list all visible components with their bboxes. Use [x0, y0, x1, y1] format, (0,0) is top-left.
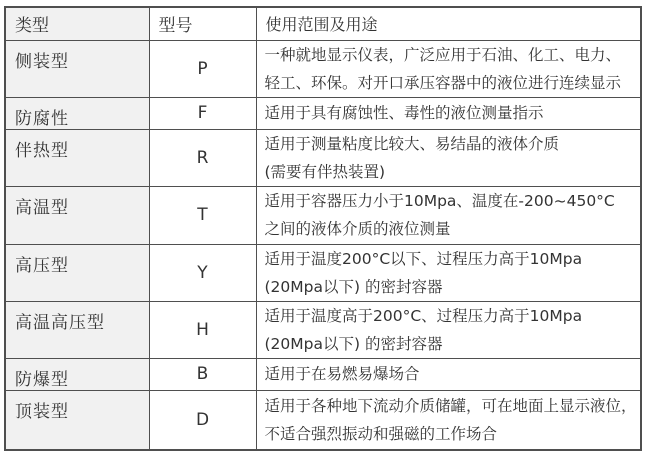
desc-line: 适用于在易燃易爆场合	[264, 365, 420, 383]
table-row	[5, 358, 641, 390]
type-cell: 顶装型	[5, 390, 149, 450]
desc-cell	[256, 390, 641, 450]
desc-line: 不适合强烈振动和强磁的工作场合	[264, 424, 498, 443]
type-cell: 高压型	[5, 244, 149, 301]
model-cell: F	[149, 97, 256, 129]
model-cell: H	[149, 301, 256, 358]
table-row	[5, 40, 641, 97]
desc-line: 适用于测量粘度比较大、易结晶的液体介质	[264, 134, 560, 153]
desc-line: 适用于容器压力小于10Mpa、温度在-200~450°C	[264, 192, 615, 210]
desc-cell	[256, 97, 641, 129]
desc-line: 一种就地显示仪表，广泛应用于石油、化工、电力、	[264, 45, 622, 64]
desc-line: 之间的液体介质的液位测量	[264, 220, 451, 238]
desc-line: (需要有伴热装置)	[264, 162, 386, 181]
table-row	[5, 129, 641, 186]
header-row	[5, 7, 641, 40]
desc-cell	[256, 358, 641, 390]
desc-cell	[256, 40, 641, 97]
desc-cell	[256, 301, 641, 358]
model-cell: P	[149, 40, 256, 97]
desc-line: 适用于温度高于200°C、过程压力高于10Mpa	[264, 306, 583, 325]
column-header-type: 类型	[5, 7, 149, 40]
type-cell: 侧装型	[5, 40, 149, 97]
table-row	[5, 186, 641, 244]
model-cell: R	[149, 129, 256, 186]
type-cell: 防腐性	[5, 97, 149, 129]
type-cell: 高温型	[5, 186, 149, 244]
desc-line: (20Mpa以下) 的密封容器	[264, 334, 443, 353]
level-gauge-type-table	[4, 6, 642, 451]
desc-cell	[256, 129, 641, 186]
table-row	[5, 301, 641, 358]
type-cell: 伴热型	[5, 129, 149, 186]
desc-line: 轻工、环保。对开口承压容器中的液位进行连续显示	[264, 73, 622, 92]
desc-line: 适用于具有腐蚀性、毒性的液位测量指示	[264, 104, 544, 122]
model-cell: B	[149, 358, 256, 390]
model-cell: Y	[149, 244, 256, 301]
table-row	[5, 97, 641, 129]
desc-cell	[256, 186, 641, 244]
type-cell: 高温高压型	[5, 301, 149, 358]
table-row	[5, 244, 641, 301]
column-header-model: 型号	[149, 7, 256, 40]
desc-line: 适用于各种地下流动介质储罐，可在地面上显示液位，	[264, 396, 637, 415]
column-header-usage: 使用范围及用途	[256, 7, 641, 40]
model-cell: D	[149, 390, 256, 450]
table-row	[5, 390, 641, 450]
desc-line: 适用于温度200°C以下、过程压力高于10Mpa	[264, 249, 583, 268]
desc-cell	[256, 244, 641, 301]
desc-line: (20Mpa以下) 的密封容器	[264, 277, 443, 296]
type-cell: 防爆型	[5, 358, 149, 390]
model-cell: T	[149, 186, 256, 244]
